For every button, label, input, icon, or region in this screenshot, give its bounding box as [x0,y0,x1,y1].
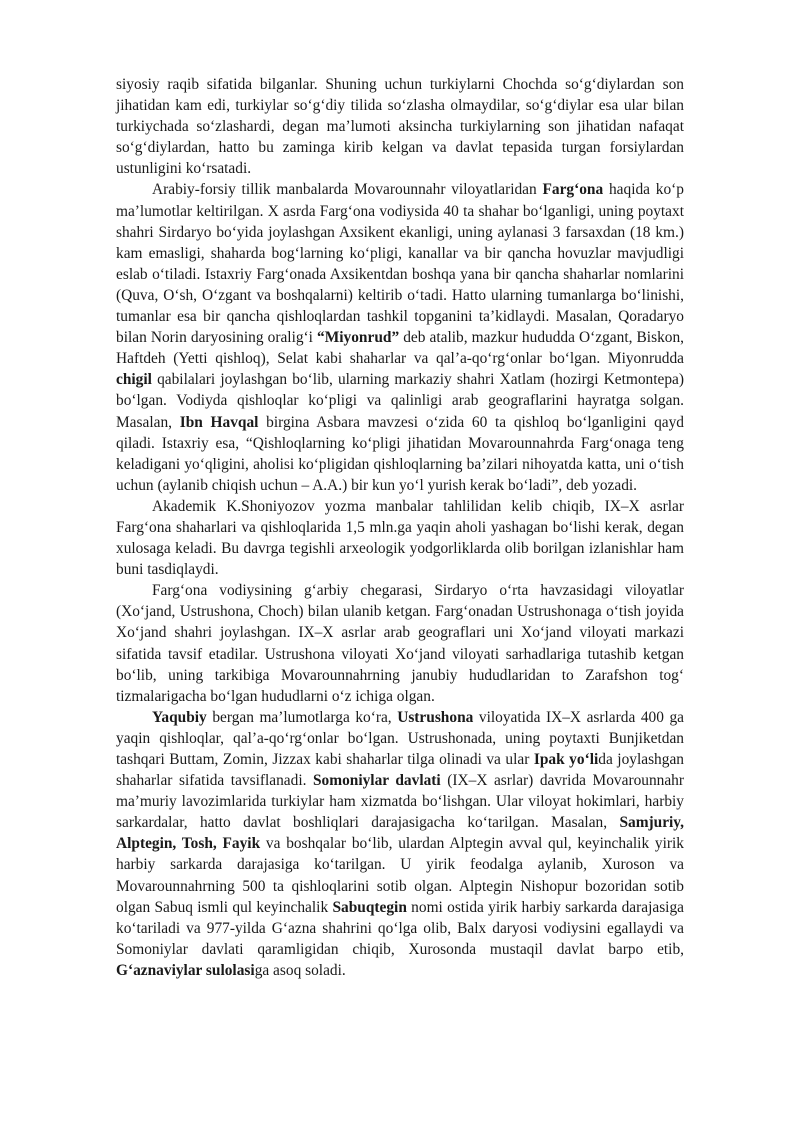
text-run: deb atalib, mazkur hududda O‘zgant, Biskon, Haftdeh (Yetti qishloq), Selat kabi shaharlar va qal’a-qo‘rg‘onlar bo‘lgan. Miyonrudda [116,329,685,368]
bold-term: Sabuqtegin [332,898,407,916]
text-run: ga asoq soladi. [254,961,346,979]
paragraph-2 [116,179,684,495]
text-run: bergan ma’lumotlarga ko‘ra, [206,708,398,726]
text-run: qabilalari joylashgan bo‘lib, ularning markaziy shahri Xatlam (hozirgi Ketmontepa) bo‘lgan. Vodiyda qishloqlar ko‘pligi va qalinligi arab geograflarini hayratga solgan. Masalan, [116,371,684,431]
bold-term: Farg‘ona [542,181,604,199]
bold-term: Yaqubiy [152,708,207,726]
text-run: Farg‘ona vodiysining g‘arbiy chegarasi, Sirdaryo o‘rta havzasidagi viloyatlar (Xo‘jand, Ustrushona, Choch) bilan ulanib ketgan. Farg‘onadan Ustrushonaga o‘tish joyida Xo‘jand shahri joylashgan. IX–X asrlar arab geograflari uni Xo‘jand viloyati markazi sifatida tavsif etadilar. Ustrushona viloyati Xo‘jand viloyati sarhadlariga tutashib ketgan bo‘lib, uning tarkibiga Movarounnahrning janubiy hududlaridan to Zarafshon tog‘ tizmalarigacha bo‘lgan hududlarni o‘z ichiga olgan. [116,582,684,705]
bold-term: G‘aznaviylar sulolasi [116,961,255,979]
bold-term: Samjuriy, Alptegin, Tosh, Fayik [116,814,684,853]
bold-term: chigil [116,371,152,389]
bold-term: Ipak yo‘li [533,751,599,768]
paragraph-1 [116,74,684,179]
text-run: da joylashgan shaharlar sifatida tavsiflanadi. [116,751,684,790]
bold-term: “Miyonrud” [317,329,400,347]
text-run: siyosiy raqib sifatida bilganlar. Shuning uchun turkiylarni Chochda so‘g‘diylardan son jihatidan kam edi, turkiylar so‘g‘diy tilida so‘zlasha olmaydilar, so‘g‘diylar esa ular bilan turkiychada so‘zlashardi, degan ma’lumoti aksincha turkiylarning son jihatidan nafaqat so‘g‘diylardan, hatto bu zaminga kirib kelgan va davlat tepasida turgan forsiylardan ustunligini ko‘rsatadi. [116,76,684,178]
document-page [116,74,684,981]
text-run: va boshqalar bo‘lib, ulardan Alptegin avval qul, keyinchalik yirik harbiy sarkarda darajasiga ko‘tarilgan. U yirik feodalga aylanib, Xuroson va Movarounnahrning 500 ta qishloqlarini sotib olgan. Alptegin Nishopur bozoridan sotib olgan Sabuq ismli qul keyinchalik [116,835,684,916]
text-run: nomi ostida yirik harbiy sarkarda darajasiga ko‘tariladi va 977-yilda G‘azna shahrini qo‘lga olib, Balx daryosi vodiysini egallaydi va Somoniylar davlati qaramligidan chiqib, Xurosonda mustaqil davlat barpo etib, [116,898,684,958]
paragraph-5 [116,707,684,981]
text-run: (IX–X asrlar) davrida Movarounnahr ma’muriy lavozimlarida turkiylar ham xizmatda bo‘lishgan. Ular viloyat hokimlari, harbiy sarkardalar, hatto davlat boshliqlari darajasigacha ko‘tarilgan. Masalan, [116,772,684,832]
text-run: Akademik K.Shoniyozov yozma manbalar tahlilidan kelib chiqib, IX–X asrlar Farg‘ona shaharlari va qishloqlarida 1,5 mln.ga yaqin aholi yashagan bo‘lishi kerak, degan xulosaga keladi. Bu davrga tegishli arxeologik yodgorliklarda olib borilgan izlanishlar ham buni tasdiqlaydi. [116,497,684,579]
bold-term: Ustrushona [397,708,474,726]
paragraph-3 [116,496,684,580]
text-run: viloyatida IX–X asrlarda 400 ga yaqin qishloqlar, qal’a-qo‘rg‘onlar bo‘lgan. Ustrushonada, uning poytaxti Bunjiketdan tashqari Buttam, Zomin, Jizzax kabi shaharlar tilga olinadi va ular [116,708,684,768]
bold-term: Somoniylar davlati [313,772,441,790]
text-run: Arabiy-forsiy tillik manbalarda Movarounnahr viloyatlaridan [152,181,543,199]
paragraph-4 [116,580,684,707]
bold-term: Ibn Havqal [179,413,259,431]
text-run: haqida ko‘p ma’lumotlar keltirilgan. X asrda Farg‘ona vodiysida 40 ta shahar bo‘lganligi, uning poytaxt shahri Sirdaryo bo‘yida joylashgan Axsikent ekanligi, uning aylanasi 3 farsaxdan (18 km.) kam emasligi, shaharda bog‘larning ko‘pligi, kanallar va bir qancha hovuzlar mavjudligi eslab o‘tiladi. Istaxriy Farg‘onada Axsikentdan boshqa yana bir qancha shaharlar nomlarini (Quva, O‘sh, O‘zgant va boshqalarni) keltirib o‘tadi. Hatto ularning tumanlarga bo‘linishi, tumanlar esa bir qancha qishloqlardan tashkil topganini ta’kidlaydi. Masalan, Qoradaryo bilan Norin daryosining oralig‘i [116,181,684,347]
text-run: birgina Asbara mavzesi o‘zida 60 ta qishloq bo‘lganligini qayd qiladi. Istaxriy esa, “Qishloqlarning ko‘pligi jihatidan Movarounnahrda Farg‘onaga teng keladigani yo‘qligini, aholisi ko‘pligidan qishloqlarning ba’zilari nihoyatda katta, uni o‘tish uchun (aylanib chiqish uchun – A.A.) bir kun yo‘l yurish kerak bo‘ladi”, deb yozadi. [116,413,684,494]
